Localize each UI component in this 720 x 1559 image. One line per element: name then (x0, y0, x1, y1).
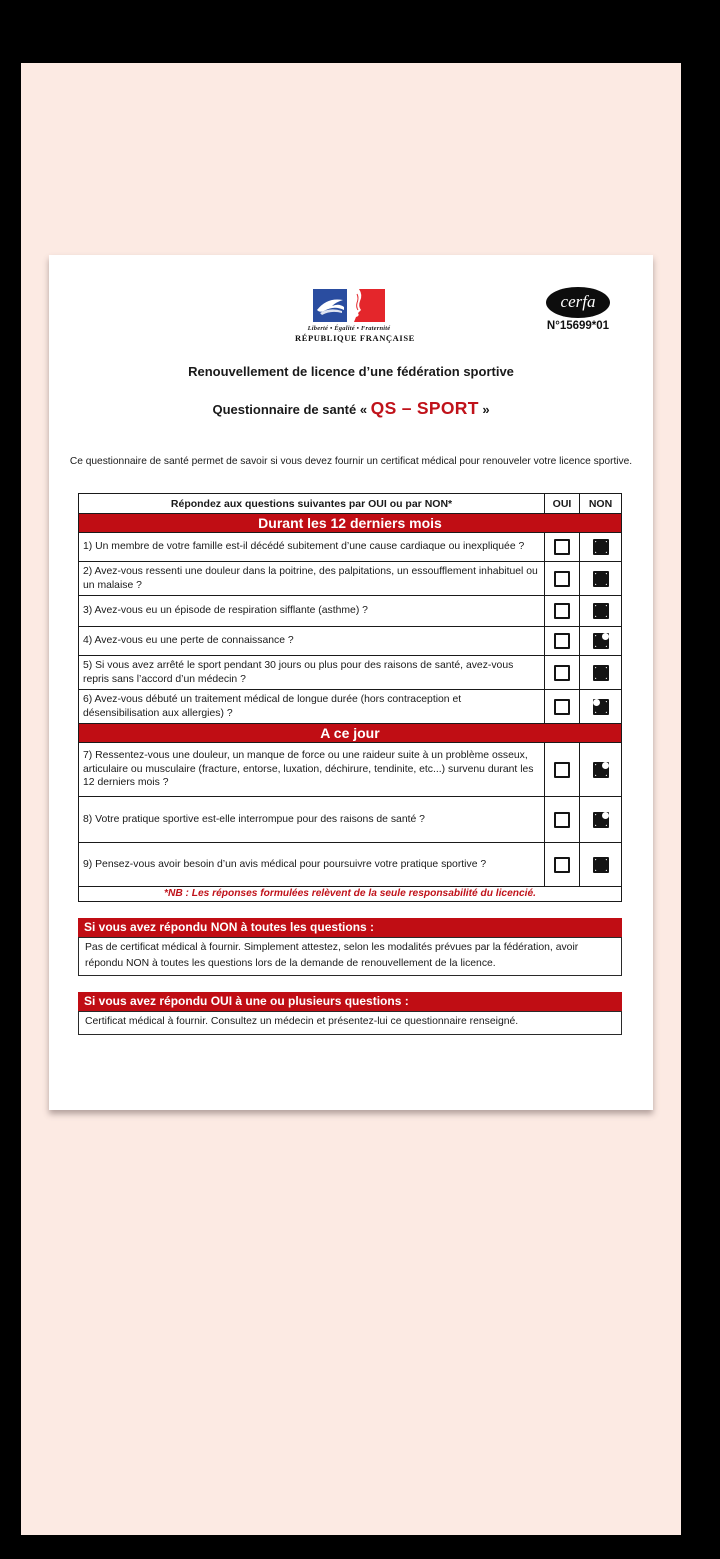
oui-checkbox-cell (545, 533, 580, 561)
rf-motto: Liberté • Égalité • Fraternité (307, 325, 391, 332)
page-subtitle (49, 398, 653, 419)
question-row (79, 655, 621, 689)
cerfa-wordmark: cerfa (560, 292, 596, 311)
table-header-question: Répondez aux questions suivantes par OUI ou par NON* (79, 494, 545, 513)
rf-country: RÉPUBLIQUE FRANÇAISE (295, 333, 415, 343)
document-page (49, 255, 653, 1110)
non-checkbox[interactable] (593, 603, 609, 619)
table-header-row (79, 494, 621, 513)
cerfa-ellipse-icon (546, 287, 610, 318)
oui-checkbox[interactable] (554, 571, 570, 587)
oui-checkbox[interactable] (554, 603, 570, 619)
non-checkbox-cell (580, 743, 621, 796)
republique-francaise-logo (295, 289, 415, 343)
non-checkbox[interactable] (593, 857, 609, 873)
cerfa-logo (536, 287, 620, 332)
question-label: 4) Avez-vous eu une perte de connaissance ? (79, 627, 545, 655)
question-label: 2) Avez-vous ressenti une douleur dans la poitrine, des palpitations, un essoufflement inhabituel ou un malaise ? (79, 562, 545, 595)
question-row (79, 796, 621, 842)
oui-checkbox[interactable] (554, 633, 570, 649)
questionnaire-table (78, 493, 622, 902)
oui-checkbox[interactable] (554, 857, 570, 873)
oui-checkbox-cell (545, 843, 580, 886)
app-background-panel (21, 63, 681, 1535)
oui-checkbox-cell (545, 797, 580, 842)
non-checkbox-cell (580, 596, 621, 626)
result-box-non-body: Pas de certificat médical à fournir. Simplement attestez, selon les modalités prévues par la fédération, avoir répondu NON à toutes les questions lors de la demande de renouvellement de la licence. (78, 937, 622, 976)
result-box-oui-title: Si vous avez répondu OUI à une ou plusieurs questions : (78, 992, 622, 1011)
question-label: 1) Un membre de votre famille est-il décédé subitement d’une cause cardiaque ou inexpliquée ? (79, 533, 545, 561)
question-label: 5) Si vous avez arrêté le sport pendant 30 jours ou plus pour des raisons de santé, avez-vous repris sans l’accord d’un médecin ? (79, 656, 545, 689)
non-checkbox[interactable] (593, 665, 609, 681)
non-checkbox-cell (580, 533, 621, 561)
page-title: Renouvellement de licence d’une fédération sportive (188, 364, 514, 379)
non-checkbox-cell (580, 656, 621, 689)
result-box-oui-body: Certificat médical à fournir. Consultez un médecin et présentez-lui ce questionnaire renseigné. (78, 1011, 622, 1035)
question-label: 6) Avez-vous débuté un traitement médical de longue durée (hors contraception et désensibilisation aux allergies) ? (79, 690, 545, 723)
oui-checkbox[interactable] (554, 699, 570, 715)
non-checkbox[interactable] (593, 812, 609, 828)
oui-checkbox[interactable] (554, 762, 570, 778)
cerfa-form-number: N°15699*01 (546, 320, 610, 332)
result-box-non (78, 918, 622, 976)
subtitle-suffix: » (478, 402, 490, 417)
non-checkbox-cell (580, 627, 621, 655)
question-row (79, 742, 621, 796)
oui-checkbox-cell (545, 656, 580, 689)
question-row (79, 842, 621, 886)
question-label: 3) Avez-vous eu un épisode de respiration sifflante (asthme) ? (79, 596, 545, 626)
result-box-oui (78, 992, 622, 1035)
section-band: Durant les 12 derniers mois (79, 513, 621, 532)
question-row (79, 561, 621, 595)
oui-checkbox-cell (545, 562, 580, 595)
question-row (79, 595, 621, 626)
question-row (79, 689, 621, 723)
oui-checkbox-cell (545, 627, 580, 655)
oui-checkbox-cell (545, 743, 580, 796)
question-row (79, 626, 621, 655)
result-box-non-title: Si vous avez répondu NON à toutes les questions : (78, 918, 622, 937)
subtitle-highlight: QS – SPORT (370, 398, 479, 418)
questionnaire-rows (79, 513, 621, 886)
table-header-oui: OUI (545, 494, 580, 513)
oui-checkbox[interactable] (554, 812, 570, 828)
non-checkbox[interactable] (593, 571, 609, 587)
marianne-flag-icon (312, 289, 386, 323)
subtitle-prefix: Questionnaire de santé « (212, 402, 371, 417)
non-checkbox[interactable] (593, 699, 609, 715)
non-checkbox-cell (580, 843, 621, 886)
oui-checkbox-cell (545, 690, 580, 723)
non-checkbox[interactable] (593, 539, 609, 555)
question-row (79, 532, 621, 561)
oui-checkbox-cell (545, 596, 580, 626)
question-label: 7) Ressentez-vous une douleur, un manque de force ou une raideur suite à un problème osseux, articulaire ou musculaire (fracture, entorse, luxation, déchirure, tendinite, etc...) survenu durant les 12 derniers mois ? (79, 743, 545, 796)
oui-checkbox[interactable] (554, 665, 570, 681)
question-label: 8) Votre pratique sportive est-elle interrompue pour des raisons de santé ? (79, 797, 545, 842)
table-header-non: NON (588, 497, 613, 510)
non-checkbox[interactable] (593, 633, 609, 649)
table-footnote: *NB : Les réponses formulées relèvent de la seule responsabilité du licencié. (79, 886, 621, 901)
oui-checkbox[interactable] (554, 539, 570, 555)
non-checkbox-cell (580, 562, 621, 595)
non-checkbox-cell (580, 797, 621, 842)
question-label: 9) Pensez-vous avoir besoin d’un avis médical pour poursuivre votre pratique sportive ? (79, 843, 545, 886)
non-checkbox-cell (580, 690, 621, 723)
non-checkbox[interactable] (593, 762, 609, 778)
intro-text: Ce questionnaire de santé permet de savoir si vous devez fournir un certificat médical pour renouveler votre licence sportive. (69, 456, 633, 467)
section-band: A ce jour (79, 723, 621, 742)
